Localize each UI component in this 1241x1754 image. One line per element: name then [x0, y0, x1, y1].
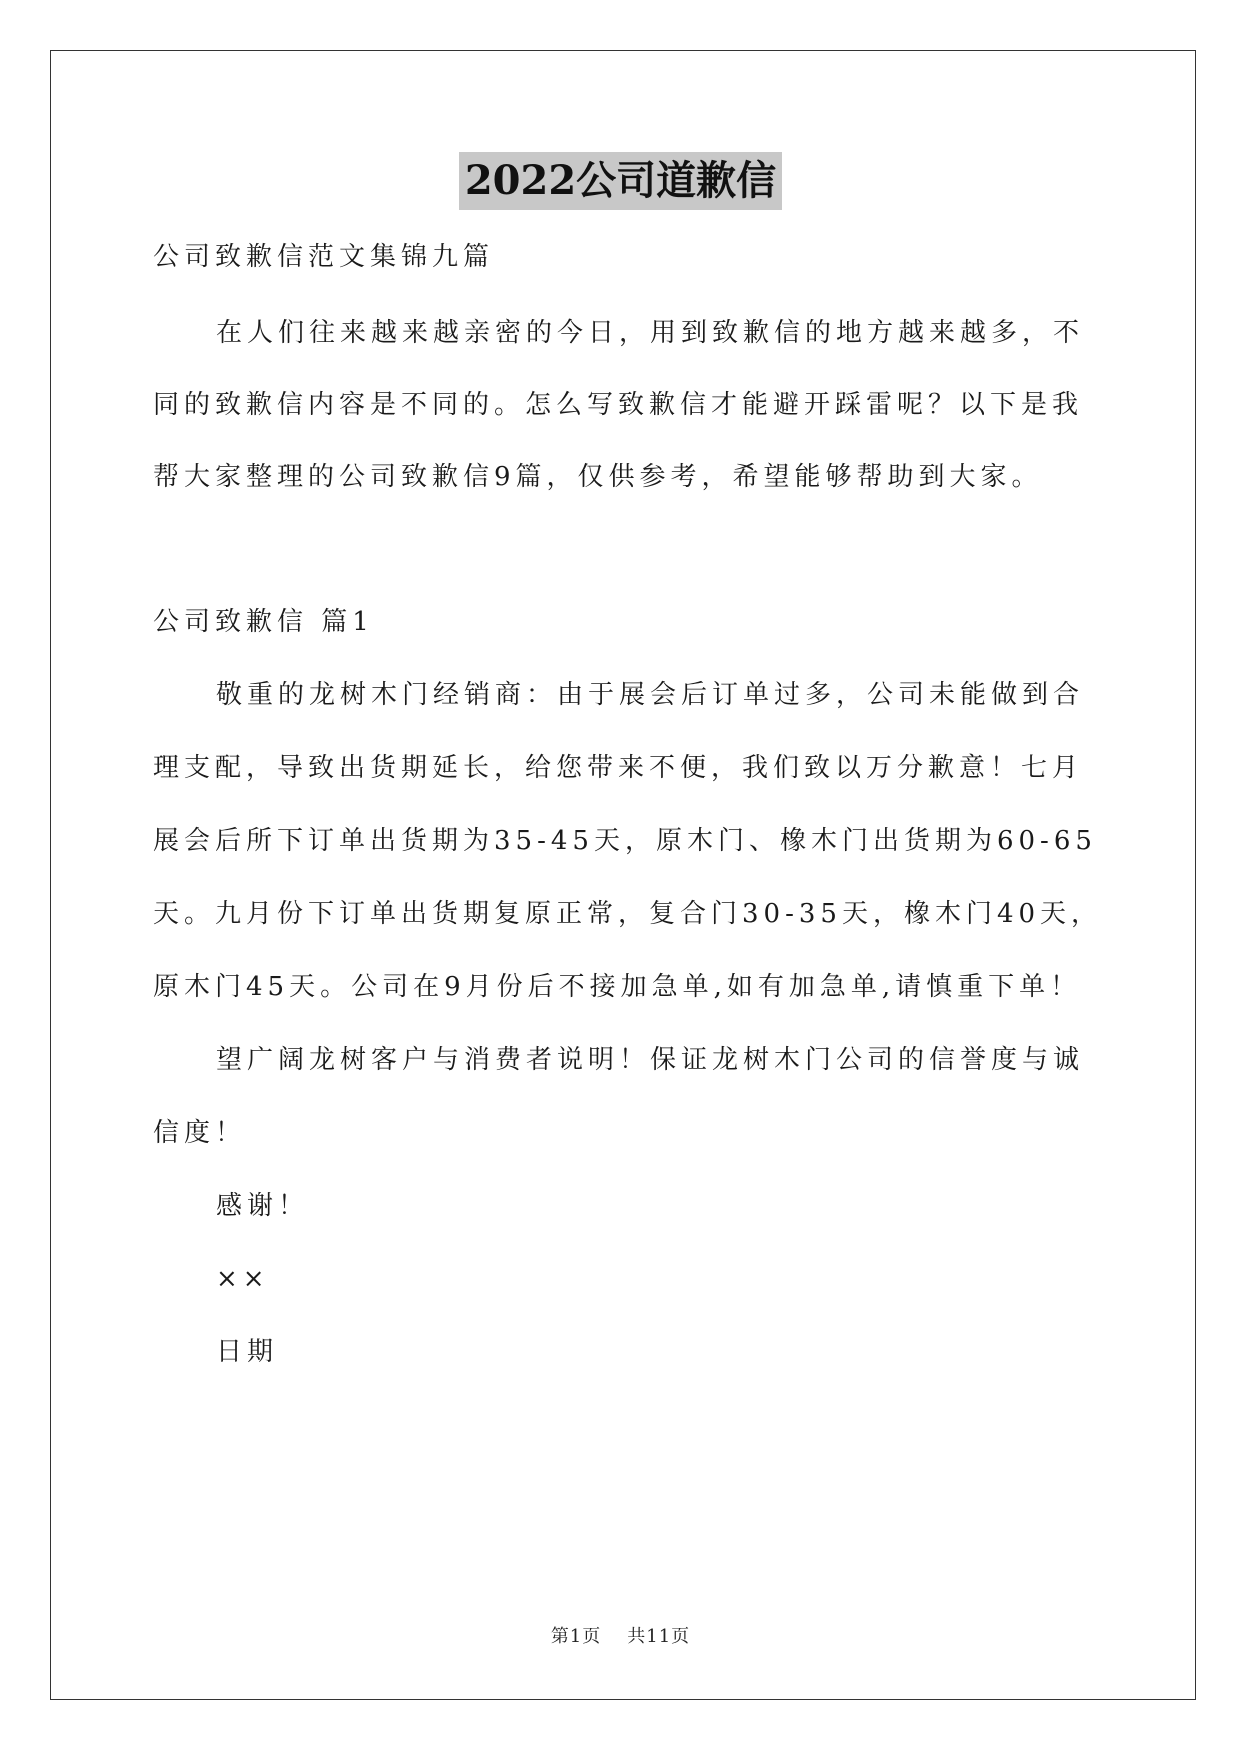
page-frame — [50, 50, 1196, 1700]
date-label: 日期 — [216, 1337, 279, 1367]
intro-line: 帮大家整理的公司致歉信9篇，仅供参考，希望能够帮助到大家。 — [153, 462, 1043, 492]
body-line: 天。九月份下订单出货期复原正常，复合门30-35天，橡木门40天， — [153, 899, 1103, 929]
section-heading: 公司致歉信 篇1 — [153, 607, 374, 637]
page-total: 共11页 — [627, 1626, 691, 1647]
closing-thanks: 感谢！ — [216, 1191, 310, 1221]
body-line: 理支配，导致出货期延长，给您带来不便，我们致以万分歉意！七月 — [153, 753, 1084, 783]
body-line: 敬重的龙树木门经销商：由于展会后订单过多，公司未能做到合 — [216, 680, 1085, 710]
intro-line: 在人们往来越来越亲密的今日，用到致歉信的地方越来越多，不 — [216, 318, 1085, 348]
body-line: 原木门45天。公司在9月份后不接加急单,如有加急单,请慎重下单！ — [153, 972, 1082, 1002]
document-subtitle: 公司致歉信范文集锦九篇 — [153, 242, 495, 272]
title-container — [0, 152, 1241, 210]
page-footer — [0, 1622, 1241, 1648]
signature-placeholder: ×× — [216, 1264, 270, 1294]
intro-line: 同的致歉信内容是不同的。怎么写致歉信才能避开踩雷呢？以下是我 — [153, 390, 1084, 420]
body-line: 展会后所下订单出货期为35-45天，原木门、橡木门出货期为60-65 — [153, 826, 1097, 856]
body-line: 信度！ — [153, 1118, 247, 1148]
document-title: 2022公司道歉信 — [459, 152, 782, 210]
body-line: 望广阔龙树客户与消费者说明！保证龙树木门公司的信誉度与诚 — [216, 1045, 1085, 1075]
page-number: 第1页 — [550, 1626, 602, 1647]
